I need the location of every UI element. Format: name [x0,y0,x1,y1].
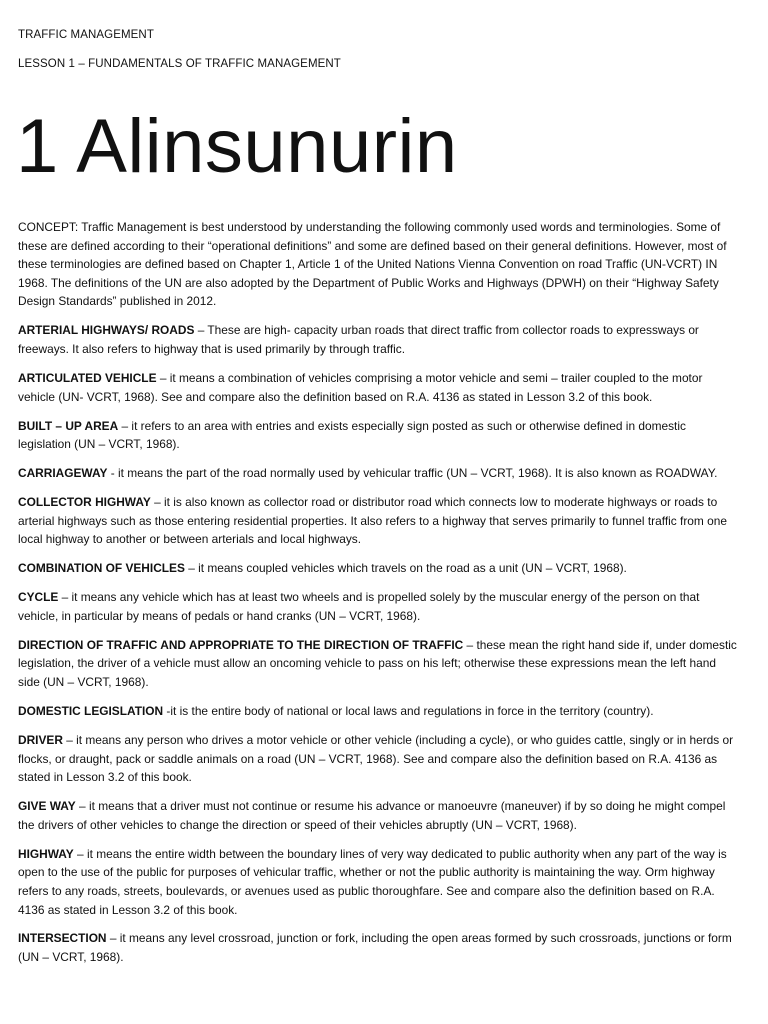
definition-text: -it is the entire body of national or local laws and regulations in force in the territory (country). [163,703,654,718]
definition-text: – it means any level crossroad, junction or fork, including the open areas formed by such crossroads, junctions or form (UN – VCRT, 1968). [18,931,732,965]
course-header: TRAFFIC MANAGEMENT [18,29,154,41]
page-title: 1 Alinsunurin [16,104,458,189]
definition-term: BUILT – UP AREA [18,418,119,433]
definition-text: – these mean the right hand side if, under domestic legislation, the driver of a vehicle must allow an oncoming vehicle to pass on his left; otherwise these expressions mean the left hand side (UN – VCRT, 1968). [18,637,737,689]
definition-term: ARTICULATED VEHICLE [18,370,157,385]
definition-text: – it is also known as collector road or distributor road which connects low to moderate highways or roads to arterial highways such as those entering residential properties. It also refers to a highway that serves primarily to funnel traffic from one local highway to another or between arterials and local highways. [18,495,727,547]
definition-term: DOMESTIC LEGISLATION [18,703,164,718]
definition-term: DIRECTION OF TRAFFIC AND APPROPRIATE TO THE DIRECTION OF TRAFFIC [18,637,464,652]
definition-paragraph [18,464,740,483]
definition-paragraph [18,797,740,834]
definition-paragraph [18,929,740,966]
definition-term: COMBINATION OF VEHICLES [18,561,185,576]
definition-paragraph [18,369,740,406]
lesson-header: LESSON 1 – FUNDAMENTALS OF TRAFFIC MANAGEMENT [18,58,341,70]
definition-paragraph [18,702,740,721]
definition-text: – it means any person who drives a motor vehicle or other vehicle (including a cycle), or who guides cattle, singly or in herds or flocks, or draught, pack or saddle animals on a road (UN – VCRT, 1968). See and compare also the definition based on R.A. 4136 as stated in Lesson 3.2 of this book. [18,732,734,785]
definition-paragraph [18,321,740,358]
definition-text: – it refers to an area with entries and exists especially sign posted as such or otherwise defined in domestic legislation (UN – VCRT, 1968). [18,418,686,452]
definition-text: – it means any vehicle which has at least two wheels and is propelled solely by the muscular energy of the person on that vehicle, in particular by means of pedals or hand cranks (UN – VCRT, 1968). [18,590,700,623]
definition-term: INTERSECTION [18,931,107,946]
definition-text: – it means a combination of vehicles comprising a motor vehicle and semi – trailer coupled to the motor vehicle (UN- VCRT, 1968). See and compare also the definition based on R.A. 4136 as stated in Lesson 3.2 of this book. [18,370,703,404]
definition-paragraph [18,417,740,454]
definition-text: – it means the entire width between the boundary lines of very way dedicated to public authority when any part of the way is open to the use of the public for purposes of vehicular traffic, whether or not the public authority is maintaining the way. Orm highway refers to any roads, streets, boulevards, or avenues used as public thoroughfare. See and compare also the definition based on R.A. 4136 as stated in Lesson 3.2 of this book. [18,846,727,917]
definition-term: ARTERIAL HIGHWAYS/ ROADS [18,323,195,338]
concept-paragraph [18,218,740,311]
definition-term: COLLECTOR HIGHWAY [18,495,151,510]
paragraph-text: CONCEPT: Traffic Management is best understood by understanding the following commonly used words and terminologies. Some of these are defined according to their “operational definitions” and some are defined based on their general definitions. However, most of these terminologies are defined based on Chapter 1, Article 1 of the United Nations Vienna Convention on road Traffic (UN-VCRT) IN 1968. The definitions of the UN are also adopted by the Department of Public Works and Highways (DPWH) on their “Highway Safety Design Standards” published in 2012. [18,220,727,309]
definition-paragraph [18,493,740,549]
definition-term: DRIVER [18,732,63,747]
definition-term: CYCLE [18,590,59,605]
definition-paragraph [18,636,740,692]
definition-text: – it means that a driver must not continue or resume his advance or manoeuvre (maneuver) if by so doing he might compel the drivers of other vehicles to change the direction or speed of their vehicles abruptly (UN – VCRT, 1968). [18,799,726,832]
definition-paragraph [18,731,740,787]
definition-paragraph [18,559,740,578]
definition-term: GIVE WAY [18,799,76,814]
definition-text: - it means the part of the road normally used by vehicular traffic (UN – VCRT, 1968). It is also known as ROADWAY. [107,466,718,481]
definition-term: CARRIAGEWAY [18,466,108,481]
definition-paragraph [18,845,740,919]
definition-paragraph [18,588,740,625]
definition-text: – it means coupled vehicles which travels on the road as a unit (UN – VCRT, 1968). [184,561,627,576]
definition-term: HIGHWAY [18,846,74,861]
definition-text: – These are high- capacity urban roads that direct traffic from collector roads to expressways or freeways. It also refers to highway that is used primarily by through traffic. [18,323,699,356]
definitions-body [18,218,740,977]
